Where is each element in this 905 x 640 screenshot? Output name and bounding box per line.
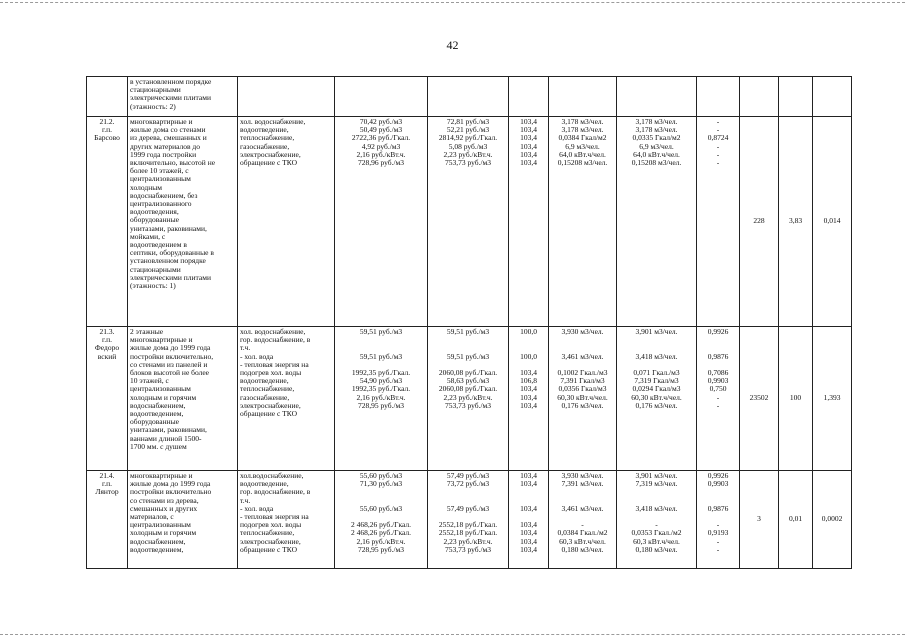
text-line: многоквартирные и [130,117,193,126]
text-line: унитазами, раковинами, [130,223,207,233]
text-line: 0,0353 Гкал./м2 [631,528,682,538]
text-line: 728,95 руб./м3 [357,400,405,410]
text-line: 0,0335 Гкал/м2 [632,133,681,143]
text-line: - [716,141,720,151]
text-line: Лянтор [95,487,119,497]
text-line: водоотведения, [130,207,179,217]
building-description [128,117,238,327]
text-line: постройки включительно, [130,351,214,361]
text-line: водоотведение, [240,479,289,489]
text-line: - [716,158,720,168]
text-line: электроснабжение, [240,149,301,159]
text-line: жилые дома до 1999 года [130,343,211,353]
row-number [87,471,128,569]
text-line: 3,178 м3/чел. [635,117,678,126]
text-line: 103,4 [520,368,537,378]
text-line: 6,9 м3/чел. [565,141,600,151]
continuation-row [87,77,852,117]
text-line: 0,176 м3/чел. [635,400,678,410]
text-line: 106,8 [520,376,537,386]
text-line: 2814,92 руб./Гкал. [438,133,498,143]
text-line: 0,0294 Гкал/м3 [632,384,681,394]
text-line: 103,4 [520,520,537,530]
norm-coefficient [697,117,740,327]
value-col-3: 1,393 [813,327,852,471]
text-line: 60,30 кВт.ч/чел. [557,392,608,402]
text-line: 2,23 руб./кВт.ч. [443,392,493,402]
text-line: 0,7086 [707,368,729,378]
tariff-table-body [87,77,852,569]
text-line: хол. водоснабжение, [240,117,306,126]
text-line: водоотведение, [240,125,289,135]
utility-services [238,327,335,471]
text-line: 103,4 [520,471,537,480]
text-line: водоснабжением, без [130,190,198,200]
consumption-norm-second [617,327,697,471]
text-line: 59,51 руб./м3 [359,351,403,361]
text-line: 728,96 руб./м3 [357,158,405,168]
scan-top-edge [0,2,905,3]
text-line: централизованного [130,199,192,209]
text-line: 3,930 м3/чел. [561,471,604,480]
text-line: теплоснабжение, [240,133,295,143]
value-col-1: 228 [740,117,779,327]
text-line: 73,72 руб./м3 [446,479,490,489]
value-col-2: 100 [779,327,813,471]
text-line: многоквартирные и [130,471,193,480]
text-line: 2552,18 руб./Гкал. [438,528,498,538]
text-line: 0,0356 Гкал/м3 [558,384,607,394]
text-line: 7,319 м3/чел. [635,479,678,489]
text-line: 1999 года постройки [130,149,197,159]
text-line: 3,178 м3/чел. [561,125,604,135]
text-line: 728,95 руб./м3 [357,544,405,554]
text-line: 4,92 руб./м3 [361,141,401,151]
scan-bottom-edge [0,634,905,635]
text-line: подогрев хол. воды [240,520,302,530]
text-line: водоотведением, [130,409,184,419]
text-line: 54,90 руб./м3 [359,376,403,386]
tariff-first-half [335,327,428,471]
text-line: обращение с ТКО [240,544,297,554]
text-line: мойками, с [130,231,166,241]
text-line: 103,4 [520,479,537,489]
tariff-second-half [428,471,509,569]
text-line: 103,4 [520,158,537,168]
cell-norm-1 [549,77,617,117]
text-line: - [716,400,720,410]
row-number [87,327,128,471]
text-line: г.п. [102,125,112,135]
text-line: обращение с ТКО [240,158,297,168]
text-line: 5,08 руб./м3 [448,141,488,151]
text-line: унитазами, раковинами, [130,425,207,435]
text-line: г.п. [102,335,112,345]
text-line: 70,42 руб./м3 [359,117,403,126]
value-col-2: 0,01 [779,471,813,569]
text-line: Барсово [94,133,120,143]
text-line: - [581,520,584,530]
text-line: - хол. вода [240,351,274,361]
text-line: 103,4 [520,528,537,538]
text-line: 2060,08 руб./Гкал. [438,384,498,394]
text-line: 2,23 руб./кВт.ч. [443,536,493,546]
text-line: 2,16 руб./кВт.ч. [356,392,406,402]
text-line: 3,178 м3/чел. [561,117,604,126]
text-line: 60,3 кВт.ч/чел. [633,536,680,546]
text-line: (этажность: 1) [130,281,176,291]
text-line: стационарными [130,264,181,274]
text-line: 103,4 [520,133,537,143]
text-line: электрическими плитами [130,272,211,282]
text-line: 103,4 [520,392,537,402]
text-line: 0,9876 [707,503,729,513]
text-line: 55,60 руб./м3 [359,471,403,480]
text-line: 71,30 руб./м3 [359,479,403,489]
text-line: 0,180 м3/чел. [635,544,678,554]
text-line: 1992,35 руб./Гкал. [351,368,411,378]
text-line: обращение с ТКО [240,409,297,419]
text-line: 0,176 м3/чел. [561,400,604,410]
text-line: 60,3 кВт.ч/чел. [559,536,606,546]
text-line: 2,23 руб./кВт.ч. [443,149,493,159]
text-line: 103,4 [520,503,537,513]
text-line: 59,51 руб./м3 [446,351,490,361]
cell-index [509,77,549,117]
text-line: блоков высотой не более [130,368,210,378]
text-line: 2,16 руб./кВт.ч. [356,149,406,159]
text-line: 3,418 м3/чел. [635,503,678,513]
text-line: Федоро [94,343,120,353]
text-line: 103,4 [520,149,537,159]
text-line: - [716,125,720,135]
text-line: установленном порядке [130,256,206,266]
tariff-second-half [428,117,509,327]
text-line: 58,63 руб./м3 [446,376,490,386]
text-line: 3,930 м3/чел. [561,327,604,336]
text-line: со стенами из панелей и [130,359,208,369]
text-line: 7,391 м3/чел. [561,479,604,489]
cell-num [87,77,128,117]
text-line: - [716,117,720,126]
cell-norm-2 [617,77,697,117]
text-line: смешанных и других [130,503,198,513]
text-line: гор. водоснабжение, в [240,487,311,497]
text-line: 0,9876 [707,351,729,361]
consumption-norm-first [549,117,617,327]
text-line: 103,4 [520,141,537,151]
cell-services [238,77,335,117]
text-line: 72,81 руб./м3 [446,117,490,126]
text-line: хол.водоснабжение, [240,471,304,480]
text-line: других материалов до [130,141,201,151]
text-line: 52,21 руб./м3 [446,125,490,135]
text-line: теплоснабжение, [240,528,295,538]
text-line: 3,901 м3/чел. [635,471,678,480]
utility-services [238,471,335,569]
consumption-norm-first [549,327,617,471]
tariff-second-half [428,327,509,471]
text-line: 0,0384 Гкал/м2 [558,133,607,143]
cell-tariff-1 [335,77,428,117]
text-line: подогрев хол. воды [240,368,302,378]
cell-v2 [779,77,813,117]
tariff-row-fedorovsky [87,327,852,471]
consumption-norm-second [617,471,697,569]
text-line: 0,9903 [707,479,729,489]
text-line: 0,9193 [707,528,729,538]
text-line: септики, оборудованные в [130,248,214,258]
text-line: 2 этажные [130,327,164,336]
text-line: 55,60 руб./м3 [359,503,403,513]
tariff-row-lyantor [87,471,852,569]
text-line: газоснабжение, [240,141,290,151]
text-line: 103,4 [520,400,537,410]
text-line: холодным [130,182,163,192]
text-line: централизованным [130,384,191,394]
text-line: 3,901 м3/чел. [635,327,678,336]
text-line: 7,391 Гкал/м3 [560,376,605,386]
cell-tariff-2 [428,77,509,117]
text-line: 2 468,26 руб./Гкал. [350,528,412,538]
text-line: 7,319 Гкал/м3 [634,376,679,386]
building-description [128,327,238,471]
row-number [87,117,128,327]
text-line: 100,0 [520,351,537,361]
text-line: т.ч. [240,343,251,353]
text-line: жилые дома со стенами [130,125,206,135]
text-line: материалов, с [130,512,174,522]
text-line: ваннами длиной 1500- [130,433,202,443]
text-line: г.п. [102,479,112,489]
text-line: 3,418 м3/чел. [635,351,678,361]
text-line: централизованным [130,174,191,184]
text-line: из дерева, смешанных и [130,133,207,143]
tariff-first-half [335,471,428,569]
consumption-norm-second [617,117,697,327]
text-line: оборудованные [130,417,179,427]
text-line: 0,071 Гкал./м3 [633,368,680,378]
text-line: электрическими плитами [130,93,211,103]
text-line: постройки включительно [130,487,212,497]
text-line: т.ч. [240,495,251,505]
text-line: оборудованные [130,215,179,225]
growth-index [509,117,549,327]
text-line: электроснабжение, [240,400,301,410]
text-line: 0,180 м3/чел. [561,544,604,554]
text-line: 0,9903 [707,376,729,386]
utility-services [238,117,335,327]
norm-coefficient [697,327,740,471]
value-col-3: 0,014 [813,117,852,327]
text-line: 64,0 кВт.ч/чел. [633,149,680,159]
text-line: водоотведение, [240,376,289,386]
text-line: со стенами из дерева, [130,495,199,505]
text-line: холодным и горячим [130,528,197,538]
text-line: 100,0 [520,327,537,336]
text-line: 0,1002 Гкал./м3 [557,368,608,378]
text-line: 0,9926 [707,327,729,336]
cell-v3 [813,77,852,117]
text-line: теплоснабжение, [240,384,295,394]
text-line: 103,4 [520,536,537,546]
value-col-1: 3 [740,471,779,569]
text-line: газоснабжение, [240,392,290,402]
text-line: 0,15208 м3/чел. [631,158,682,168]
text-line: водоотведением в [130,240,187,250]
text-line: жилые дома до 1999 года [130,479,211,489]
text-line: 2,16 руб./кВт.ч. [356,536,406,546]
text-line: 753,73 руб./м3 [444,400,492,410]
text-line: 103,4 [520,125,537,135]
value-col-2: 3,83 [779,117,813,327]
tariff-table [86,76,852,569]
text-line: 50,49 руб./м3 [359,125,403,135]
text-line: - [655,520,658,530]
text-line: водоснабжением, [130,536,186,546]
text-line: 2722,36 руб./Гкал. [351,133,411,143]
text-line: вский [97,351,117,361]
text-line: включительно, высотой не [130,158,216,168]
text-line: 57,49 руб./м3 [446,503,490,513]
text-line: гор. водоснабжение, в [240,335,311,345]
text-line: - тепловая энергия на [240,512,309,522]
text-line: 1992,35 руб./Гкал. [351,384,411,394]
text-line: - хол. вода [240,503,274,513]
text-line: 3,461 м3/чел. [561,351,604,361]
text-line: - [716,149,720,159]
value-col-3: 0,0002 [813,471,852,569]
text-line: 21.2. [99,117,115,126]
text-line: 3,461 м3/чел. [561,503,604,513]
text-line: 103,4 [520,544,537,554]
text-line: электроснабжение, [240,536,301,546]
text-line: - [716,536,720,546]
text-line: 0,8724 [707,133,729,143]
growth-index [509,471,549,569]
text-line: 103,4 [520,117,537,126]
text-line: - тепловая энергия на [240,359,309,369]
text-line: 753,73 руб./м3 [444,158,492,168]
norm-coefficient [697,471,740,569]
text-line: 60,30 кВт.ч/чел. [631,392,682,402]
text-line: 103,4 [520,384,537,394]
text-line: 2 468,26 руб./Гкал. [350,520,412,530]
text-line: 21.3. [99,327,115,336]
value-col-1: 23502 [740,327,779,471]
text-line: централизованным [130,520,191,530]
text-line: 0,15208 м3/чел. [557,158,608,168]
text-line: 0,9926 [707,471,729,480]
text-line: (этажность: 2) [130,101,176,111]
text-line: 10 этажей, с [130,376,169,386]
continuation-description [128,77,238,117]
text-line: 2552,18 руб./Гкал. [438,520,498,530]
text-line: 1700 мм. с душем [130,441,187,451]
consumption-norm-first [549,471,617,569]
text-line: 57,49 руб./м3 [446,471,490,480]
text-line: - [716,544,720,554]
growth-index [509,327,549,471]
text-line: 0,750 [709,384,727,394]
text-line: водоснабжением, [130,400,186,410]
text-line: 59,51 руб./м3 [359,327,403,336]
text-line: - [716,392,720,402]
text-line: 59,51 руб./м3 [446,327,490,336]
text-line: - [716,520,720,530]
text-line: стационарными [130,85,181,95]
text-line: хол. водоснабжение, [240,327,306,336]
text-line: 64,0 кВт.ч/чел. [559,149,606,159]
text-line: 2060,08 руб./Гкал. [438,368,498,378]
text-line: в установленном порядке [130,77,212,86]
text-line: многоквартирные и [130,335,193,345]
text-line: 3,178 м3/чел. [635,125,678,135]
tariff-first-half [335,117,428,327]
cell-v1 [740,77,779,117]
tariff-row-barsovo [87,117,852,327]
text-line: 6,9 м3/чел. [639,141,674,151]
text-line: 0,0384 Гкал./м2 [557,528,608,538]
text-line: более 10 этажей, с [130,166,189,176]
text-line: водоотведением, [130,544,184,554]
text-line: 21.4. [99,471,115,480]
text-line: 753,73 руб./м3 [444,544,492,554]
building-description [128,471,238,569]
page-number: 42 [446,38,459,52]
text-line: холодным и горячим [130,392,197,402]
cell-coef [697,77,740,117]
